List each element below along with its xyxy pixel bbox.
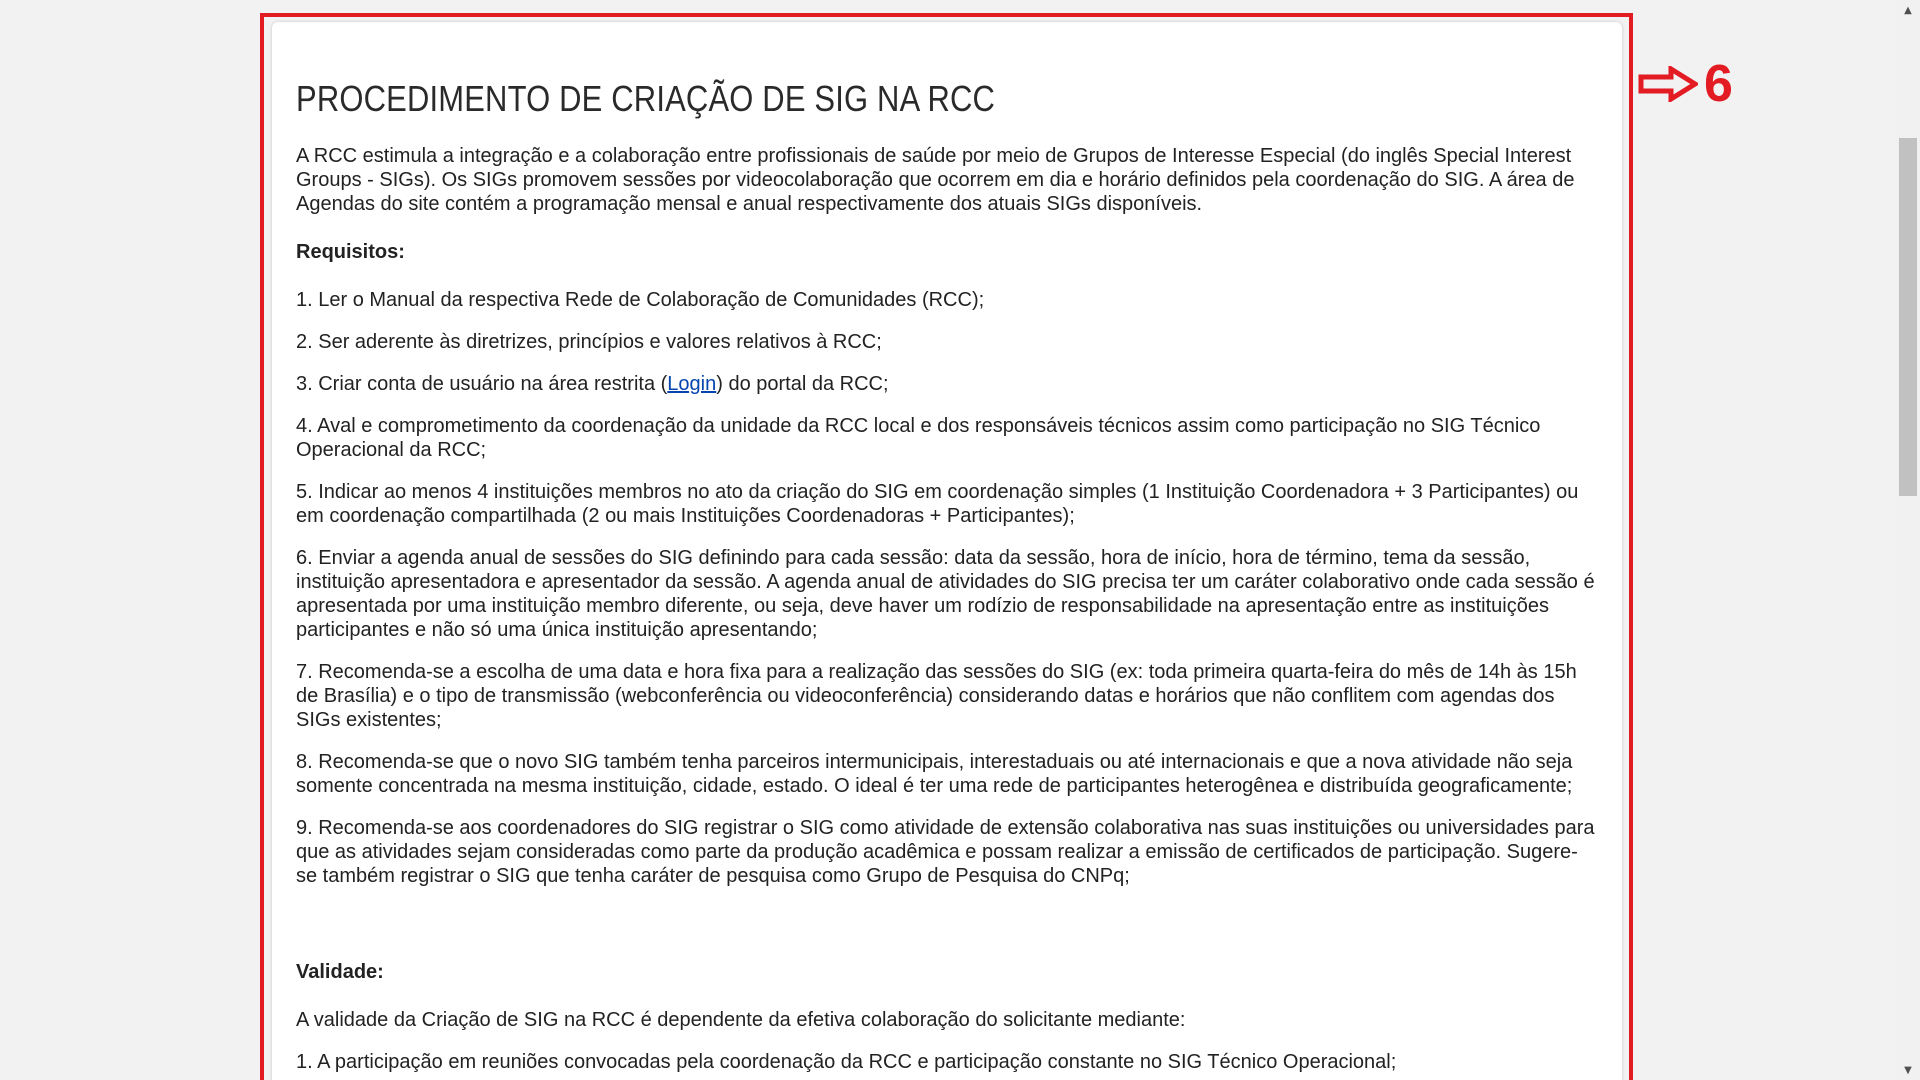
- right-arrow-icon: [1638, 66, 1698, 102]
- requisito-item-5: 5. Indicar ao menos 4 instituições membros no ato da criação do SIG em coordenação simples (1 Instituição Coordenadora + 3 Participantes) ou em coordenação compartilhada (2 ou mais Instituições Coordenadoras + Participantes);: [296, 481, 1579, 527]
- validade-intro: A validade da Criação de SIG na RCC é dependente da efetiva colaboração do solicitante mediante:: [296, 1009, 1186, 1031]
- requisito-item-2: 2. Ser aderente às diretrizes, princípios e valores relativos à RCC;: [296, 331, 882, 353]
- scroll-thumb[interactable]: [1899, 138, 1917, 496]
- requisito-item-1: 1. Ler o Manual da respectiva Rede de Colaboração de Comunidades (RCC);: [296, 289, 985, 311]
- requisitos-heading: Requisitos:: [296, 241, 405, 263]
- requisito-item-7: 7. Recomenda-se a escolha de uma data e hora fixa para a realização das sessões do SIG (ex: toda primeira quarta-feira do mês de 14h às 15h de Brasília) e o tipo de transmissão (webconferência ou videoconferência) considerando datas e horários que não conflitem com agendas dos SIGs existentes;: [296, 661, 1577, 731]
- validade-heading: Validade:: [296, 961, 384, 983]
- annotation-number: 6: [1704, 55, 1733, 113]
- requisito-item-4: 4. Aval e comprometimento da coordenação da unidade da RCC local e dos responsáveis técnicos assim como participação no SIG Técnico Operacional da RCC;: [296, 415, 1541, 461]
- highlight-frame: [260, 13, 1633, 1080]
- requisito-item-8: 8. Recomenda-se que o novo SIG também tenha parceiros intermunicipais, interestaduais ou até internacionais e que a nova atividade não seja somente concentrada na mesma instituição, cidade, estado. O ideal é ter uma rede de participantes heterogênea e distribuída geograficamente;: [296, 751, 1573, 797]
- scroll-down-icon[interactable]: ▼: [1904, 1064, 1912, 1076]
- vertical-scrollbar[interactable]: [1896, 0, 1920, 1080]
- annotation-callout: [1638, 55, 1733, 113]
- requisito-item-6: 6. Enviar a agenda anual de sessões do SIG definindo para cada sessão: data da sessão, hora de início, hora de término, tema da sessão, instituição apresentadora e apresentador da sessão. A agenda anual de atividades do SIG precisa ter um caráter colaborativo onde cada sessão é apresentada por uma instituição membro diferente, ou seja, deve haver um rodízio de responsabilidade na apresentação entre as instituições participantes e não só uma única instituição apresentando;: [296, 547, 1595, 641]
- requisito-item-3-text-before: 3. Criar conta de usuário na área restrita (: [296, 373, 668, 395]
- requisito-item-3-text-after: ) do portal da RCC;: [716, 373, 889, 395]
- requisito-item-9: 9. Recomenda-se aos coordenadores do SIG registrar o SIG como atividade de extensão colaborativa nas suas instituições ou universidades para que as atividades sejam consideradas como parte da produção acadêmica e possam realizar a emissão de certificados de participação. Sugere-se também registrar o SIG que tenha caráter de pesquisa como Grupo de Pesquisa do CNPq;: [296, 817, 1595, 887]
- scroll-up-icon[interactable]: ▲: [1904, 4, 1912, 16]
- intro-paragraph: A RCC estimula a integração e a colaboração entre profissionais de saúde por meio de Grupos de Interesse Especial (do inglês Special Interest Groups - SIGs). Os SIGs promovem sessões por videocolaboração que ocorrem em dia e horário definidos pela coordenação do SIG. A área de Agendas do site contém a programação mensal e anual respectivamente dos atuais SIGs disponíveis.: [296, 145, 1575, 215]
- page-title: PROCEDIMENTO DE CRIAÇÃO DE SIG NA RCC: [296, 78, 996, 119]
- validade-item-1: 1. A participação em reuniões convocadas pela coordenação da RCC e participação constante no SIG Técnico Operacional;: [296, 1051, 1397, 1073]
- login-link[interactable]: Login: [667, 373, 717, 395]
